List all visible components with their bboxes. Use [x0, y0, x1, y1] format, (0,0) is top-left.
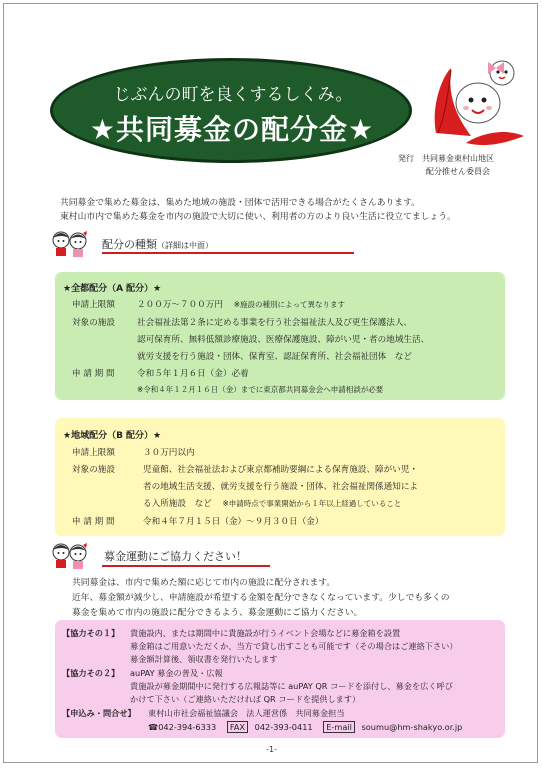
campaign-line-3: 募金を集めて市内の施設に配分できるよう、募金運動にご協力ください。	[72, 608, 363, 618]
cooperation-1-line-1: 貴施設内、または期間中に貴施設が行うイベント会場などに募金箱を設置	[130, 628, 401, 638]
cooperation-2-line-2: 貴施設が募金期間中に発行する広報誌等に auPAY QR コードを添付し、募金を広く呼び	[130, 681, 453, 691]
section-distribution-note: （詳細は中面）	[157, 241, 213, 250]
general-distribution-title: ★全都配分（A 配分）★	[63, 284, 162, 294]
general-limit-label: 申請上限額	[72, 300, 115, 310]
regional-period-value: 令和４年７月１５日（金）～９月３０日（金）	[143, 517, 324, 527]
general-target-line-2: 認可保育所、無料低額診療施設、医療保護施設、障がい児・者の地域生活、	[137, 335, 430, 345]
cooperation-2-line-3: かけて下さい（ご連絡いただければ QR コードを提供します）	[130, 694, 361, 704]
regional-target-label: 対象の施設	[72, 465, 115, 475]
contact-label: 【申込み・問合せ】	[62, 708, 136, 718]
general-period-label: 申 請 期 間	[72, 369, 115, 379]
cooperation-1-line-2: 募金箱はご用意いただくか、当方で貸し出すことも可能です（その場合はご連絡下さい）	[130, 641, 458, 651]
contact-organization: 東村山市社会福祉協議会 法人運営係 共同募金担当	[148, 708, 345, 718]
contact-email[interactable]: soumu@hm-shakyo.or.jp	[361, 722, 463, 732]
general-target-line-1: 社会福祉法第２条に定める事業を行う社会福祉法人及び更生保護法人、	[137, 318, 413, 328]
children-mascot-icon	[50, 228, 90, 258]
cooperation-2-label: 【協力その２】	[62, 668, 120, 678]
section-distribution-heading	[102, 236, 213, 252]
regional-target-line-1: 児童館、社会福祉法および東京都補助要綱による保育施設、障がい児・	[143, 465, 419, 475]
regional-limit-label: 申請上限額	[72, 448, 115, 458]
general-period-note: ※令和４年１２月１６日（金）までに東京都共同募金会へ申請相談が必要	[137, 385, 384, 394]
general-limit-note: ※施設の種別によって異なります	[233, 300, 345, 309]
cooperation-2-line-1: auPAY 募金の普及・広報	[130, 668, 223, 678]
section-campaign-heading: 募金運動にご協力ください！	[104, 550, 247, 563]
cooperation-1-line-3: 募金額計算後、領収書を発行いたします	[130, 654, 278, 664]
section-campaign-underline	[102, 565, 270, 567]
contact-details	[148, 722, 462, 732]
red-feather-mascot-icon	[426, 48, 526, 148]
general-target-label: 対象の施設	[72, 318, 115, 328]
regional-target-note: ※申請時点で事業開始から１年以上経過していること	[222, 499, 402, 508]
regional-distribution-title: ★地域配分（B 配分）★	[63, 431, 162, 441]
section-distribution-title: 配分の種類	[102, 238, 157, 251]
regional-period-label: 申 請 期 間	[72, 517, 115, 527]
general-limit-value	[137, 298, 345, 310]
phone-icon: ☎	[148, 722, 159, 732]
regional-target-line-3	[143, 497, 401, 509]
general-period-value: 令和５年１月６日（金）必着	[137, 369, 249, 379]
intro-line-1: 共同募金で集めた募金は、集めた地域の施設・団体で活用できる場合がたくさんあります。	[60, 198, 420, 208]
header-subtitle: じぶんの町を良くするしくみ。	[113, 85, 353, 105]
publisher-line-1: 発行 共同募金東村山地区	[398, 154, 494, 163]
header-title: ★共同募金の配分金★	[89, 113, 375, 146]
contact-tel[interactable]: 042-394-6333	[158, 722, 217, 732]
children-mascot-icon-2	[50, 540, 90, 570]
regional-target-line-3-text: る入所施設 など	[143, 499, 212, 509]
contact-fax-label: FAX	[227, 721, 248, 733]
contact-email-label: E-mail	[323, 721, 355, 733]
contact-fax: 042-393-0411	[254, 722, 313, 732]
general-target-line-3: 就労支援を行う施設・団体、保育室、認証保育所、社会福祉団体 など	[137, 352, 413, 362]
campaign-line-1: 共同募金は、市内で集めた額に応じて市内の施設に配分されます。	[72, 578, 336, 588]
publisher-line-2: 配分推せん委員会	[426, 167, 490, 176]
campaign-line-2: 近年、募金額が減少し、申請施設が希望する金額を配分できなくなっています。少しでも多くの	[72, 593, 450, 603]
section-distribution-underline	[102, 252, 354, 254]
general-limit-amount: ２００万～７００万円	[137, 300, 223, 310]
publisher-info	[398, 152, 494, 178]
cooperation-1-label: 【協力その１】	[62, 628, 120, 638]
page-number: -1-	[266, 745, 277, 754]
regional-limit-value: ３０万円以内	[143, 448, 195, 458]
intro-text	[60, 196, 456, 224]
regional-target-line-2: 者の地域生活支援、就労支援を行う施設・団体、社会福祉関係通知によ	[143, 482, 419, 492]
intro-line-2: 東村山市内で集めた募金を市内の施設で大切に使い、利用者の方のより良い生活に役立てましょう。	[60, 212, 456, 222]
